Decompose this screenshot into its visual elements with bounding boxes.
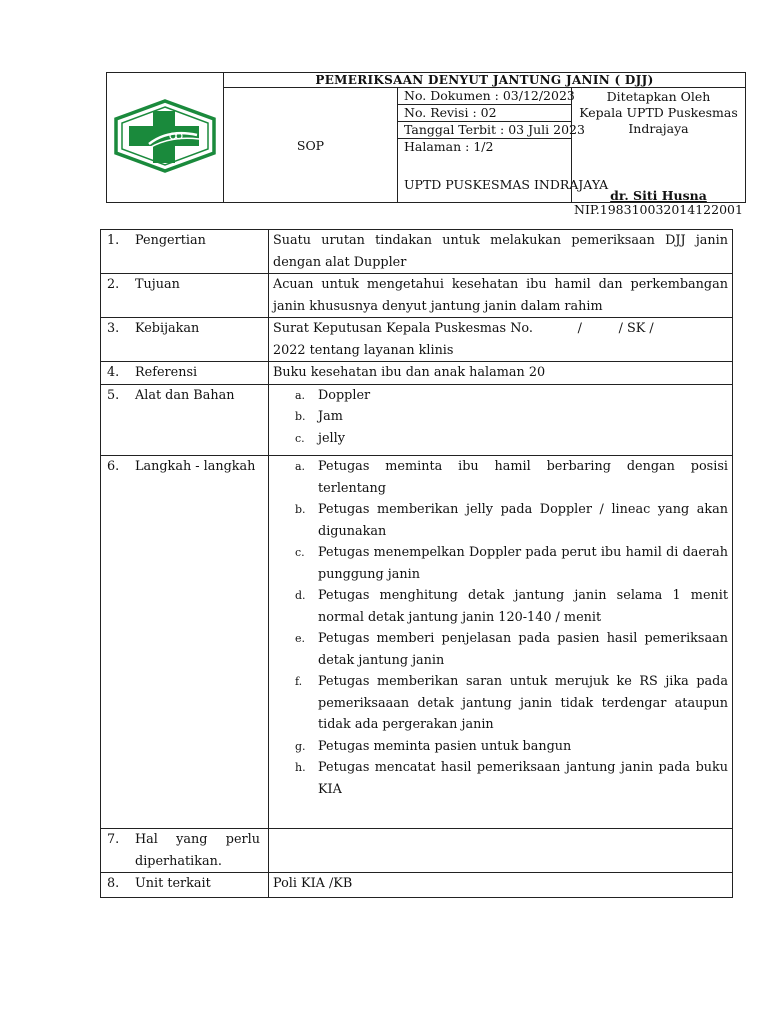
steps-list bbox=[273, 456, 728, 800]
section-content: Buku kesehatan ibu dan anak halaman 20 bbox=[269, 362, 733, 385]
list-item: c. Petugas menempelkan Doppler pada perut ibu hamil di daerah punggung janin bbox=[295, 545, 728, 582]
row-unit-terkait bbox=[101, 873, 733, 898]
list-item: f. Petugas memberikan saran untuk merujuk ke RS jika pada pemeriksaaan detak jantung janin tidak terdengar ataupun tidak ada pergerakan janin bbox=[295, 674, 728, 732]
section-content: Suatu urutan tindakan untuk melakukan pemeriksaan DJJ janin dengan alat Duppler bbox=[269, 230, 733, 274]
section-content: Poli KIA /KB bbox=[269, 873, 733, 898]
section-number: 4. bbox=[107, 365, 120, 380]
row-referensi bbox=[101, 362, 733, 385]
document-info bbox=[398, 88, 609, 203]
section-label: Kebijakan bbox=[135, 321, 200, 336]
policy-line-1: Surat Keputusan Kepala Puskesmas No. / / SK / bbox=[273, 321, 654, 336]
equipment-list bbox=[273, 385, 728, 456]
doc-number: No. Dokumen : 03/12/2023 bbox=[398, 88, 571, 105]
row-langkah bbox=[101, 456, 733, 829]
section-content bbox=[269, 829, 733, 873]
section-number: 2. bbox=[107, 277, 120, 292]
section-label: Referensi bbox=[135, 365, 198, 380]
logo-cell bbox=[107, 73, 224, 203]
section-content bbox=[269, 318, 733, 362]
document-title: PEMERIKSAAN DENYUT JANTUNG JANIN ( DJJ) bbox=[224, 73, 746, 88]
row-pengertian bbox=[101, 230, 733, 274]
list-item: a. Petugas meminta ibu hamil berbaring dengan posisi terlentang bbox=[295, 459, 728, 496]
list-item: c. jelly bbox=[295, 430, 345, 446]
section-label: Alat dan Bahan bbox=[135, 387, 235, 403]
list-item: h. Petugas mencatat hasil pemeriksaan jantung janin pada buku KIA bbox=[295, 760, 728, 797]
sop-label: SOP bbox=[224, 88, 398, 203]
list-item: e. Petugas memberi penjelasan pada pasien hasil pemeriksaan detak jantung janin bbox=[295, 631, 728, 668]
list-item: b. Jam bbox=[295, 409, 343, 424]
section-content bbox=[269, 384, 733, 456]
list-item: b. Petugas memberikan jelly pada Doppler / lineac yang akan digunakan bbox=[295, 502, 728, 539]
list-item: d. Petugas menghitung detak jantung janin selama 1 menit normal detak jantung janin 120-140 / menit bbox=[295, 588, 728, 625]
issue-date: Tanggal Terbit : 03 Juli 2023 bbox=[398, 122, 571, 139]
row-kebijakan bbox=[101, 318, 733, 362]
section-number: 8. bbox=[107, 876, 120, 891]
sop-header-table bbox=[106, 72, 746, 217]
section-label: Hal yang perlu diperhatikan. bbox=[135, 832, 260, 869]
row-hal-perlu bbox=[101, 829, 733, 873]
section-number: 1. bbox=[107, 233, 120, 248]
sop-content-table bbox=[100, 229, 733, 898]
section-number: 7. bbox=[107, 832, 120, 847]
section-label: Langkah - langkah bbox=[135, 459, 256, 474]
section-label: Tujuan bbox=[135, 277, 180, 292]
section-number: 6. bbox=[107, 459, 120, 474]
signatory-nip: NIP.198310032014122001 bbox=[574, 202, 743, 217]
list-item: g. Petugas meminta pasien untuk bangun bbox=[295, 738, 572, 754]
section-content: Acuan untuk mengetahui kesehatan ibu hamil dan perkembangan janin khususnya denyut jantung janin dalam rahim bbox=[269, 274, 733, 318]
row-tujuan bbox=[101, 274, 733, 318]
row-alat-bahan bbox=[101, 384, 733, 456]
section-label: Unit terkait bbox=[135, 876, 211, 891]
puskesmas-logo-icon bbox=[113, 99, 217, 173]
approval-line-2: Kepala UPTD Puskesmas bbox=[579, 105, 738, 120]
revision-number: No. Revisi : 02 bbox=[398, 105, 571, 122]
approval-block bbox=[572, 88, 746, 217]
signatory-name: dr. Siti Husna bbox=[610, 188, 707, 203]
organization-name: UPTD PUSKESMAS INDRAJAYA bbox=[404, 177, 609, 192]
section-content bbox=[269, 456, 733, 829]
policy-line-2: 2022 tentang layanan klinis bbox=[273, 342, 454, 358]
section-label: Pengertian bbox=[135, 233, 206, 248]
section-number: 5. bbox=[107, 387, 120, 403]
page-number: Halaman : 1/2 bbox=[404, 139, 494, 154]
list-item: a. Doppler bbox=[295, 387, 371, 403]
approval-line-1: Ditetapkan Oleh bbox=[606, 89, 711, 104]
approval-line-3: Indrajaya bbox=[628, 121, 689, 136]
section-number: 3. bbox=[107, 321, 120, 336]
